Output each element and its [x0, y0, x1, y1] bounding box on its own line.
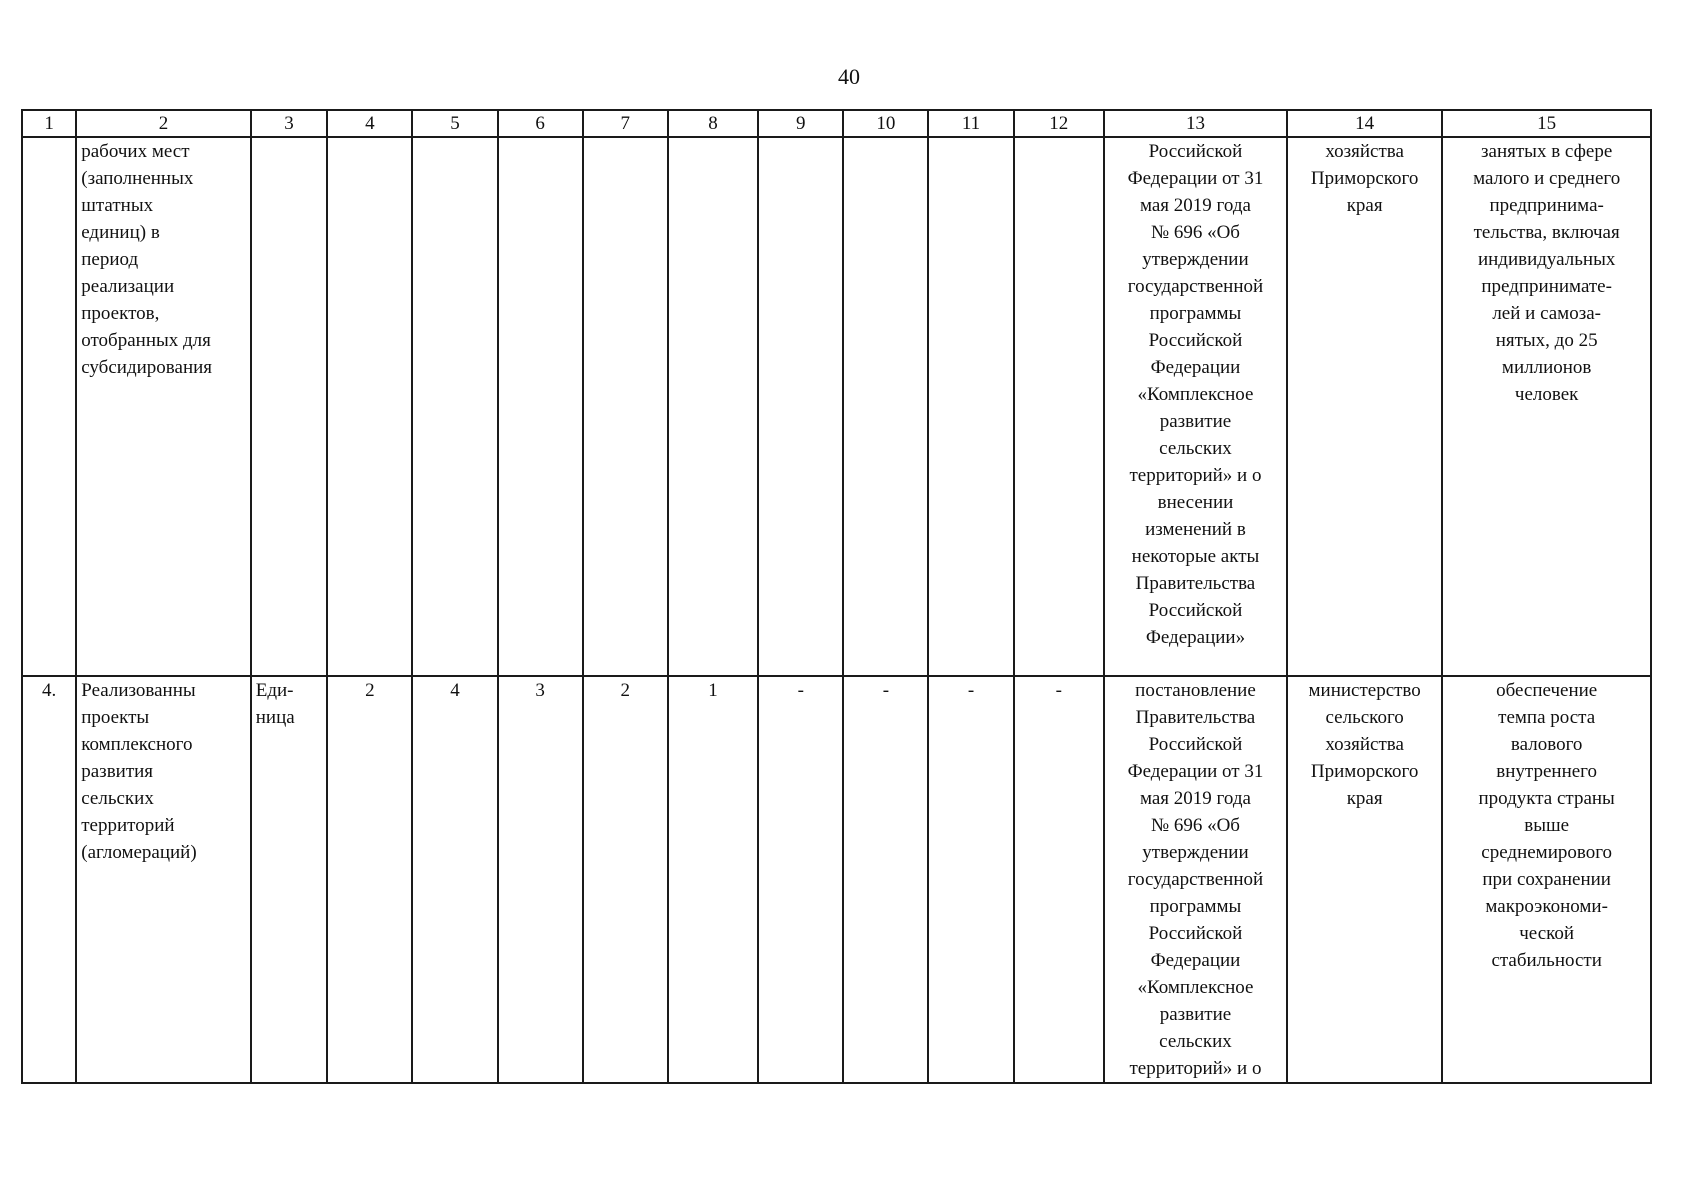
column-number-row	[22, 110, 1651, 137]
value-cell	[758, 137, 843, 676]
column-header: 4	[327, 110, 412, 137]
value-cell: -	[1014, 676, 1104, 1083]
column-header: 3	[251, 110, 328, 137]
value-cell	[412, 137, 497, 676]
column-header: 2	[76, 110, 250, 137]
column-header: 6	[498, 110, 583, 137]
indicator-name-cell: рабочих мест (заполненных штатных единиц) в период реализации проектов, отобранных для субсидирования	[76, 137, 250, 676]
value-cell: -	[843, 676, 928, 1083]
value-cell	[668, 137, 758, 676]
column-header: 11	[928, 110, 1013, 137]
responsible-cell: министерство сельского хозяйства Приморского края	[1287, 676, 1442, 1083]
row-number-cell: 4.	[22, 676, 76, 1083]
goal-link-cell: занятых в сфере малого и среднего предпринима- тельства, включая индивидуальных предпринимате- лей и самоза- нятых, до 25 миллионов человек	[1442, 137, 1651, 676]
value-cell: 4	[412, 676, 497, 1083]
table-row	[22, 137, 1651, 676]
document-basis-cell: постановление Правительства Российской Федерации от 31 мая 2019 года № 696 «Об утверждении государственной программы Российской Федерации «Комплексное развитие сельских территорий» и о	[1104, 676, 1287, 1083]
value-cell	[583, 137, 668, 676]
column-header: 8	[668, 110, 758, 137]
value-cell: -	[928, 676, 1013, 1083]
value-cell	[327, 137, 412, 676]
responsible-cell: хозяйства Приморского края	[1287, 137, 1442, 676]
unit-cell: Еди- ница	[251, 676, 328, 1083]
column-header: 5	[412, 110, 497, 137]
column-header: 15	[1442, 110, 1651, 137]
column-header: 10	[843, 110, 928, 137]
value-cell: 2	[583, 676, 668, 1083]
column-header: 9	[758, 110, 843, 137]
indicator-table	[21, 109, 1652, 1084]
column-header: 12	[1014, 110, 1104, 137]
value-cell: 2	[327, 676, 412, 1083]
value-cell	[1014, 137, 1104, 676]
page-number: 40	[838, 64, 860, 89]
value-cell: 1	[668, 676, 758, 1083]
column-header: 14	[1287, 110, 1442, 137]
value-cell: -	[758, 676, 843, 1083]
unit-cell	[251, 137, 328, 676]
document-basis-cell: Российской Федерации от 31 мая 2019 года № 696 «Об утверждении государственной программы Российской Федерации «Комплексное развитие сельских территорий» и о внесении изменений в некоторые акты Правительства Российской Федерации»	[1104, 137, 1287, 676]
indicator-name-cell: Реализованны проекты комплексного развития сельских территорий (агломераций)	[76, 676, 250, 1083]
table-row	[22, 676, 1651, 1083]
row-number-cell	[22, 137, 76, 676]
value-cell	[498, 137, 583, 676]
value-cell: 3	[498, 676, 583, 1083]
goal-link-cell: обеспечение темпа роста валового внутреннего продукта страны выше среднемирового при сохранении макроэкономи- ческой стабильности	[1442, 676, 1651, 1083]
column-header: 13	[1104, 110, 1287, 137]
column-header: 7	[583, 110, 668, 137]
column-header: 1	[22, 110, 76, 137]
value-cell	[843, 137, 928, 676]
value-cell	[928, 137, 1013, 676]
